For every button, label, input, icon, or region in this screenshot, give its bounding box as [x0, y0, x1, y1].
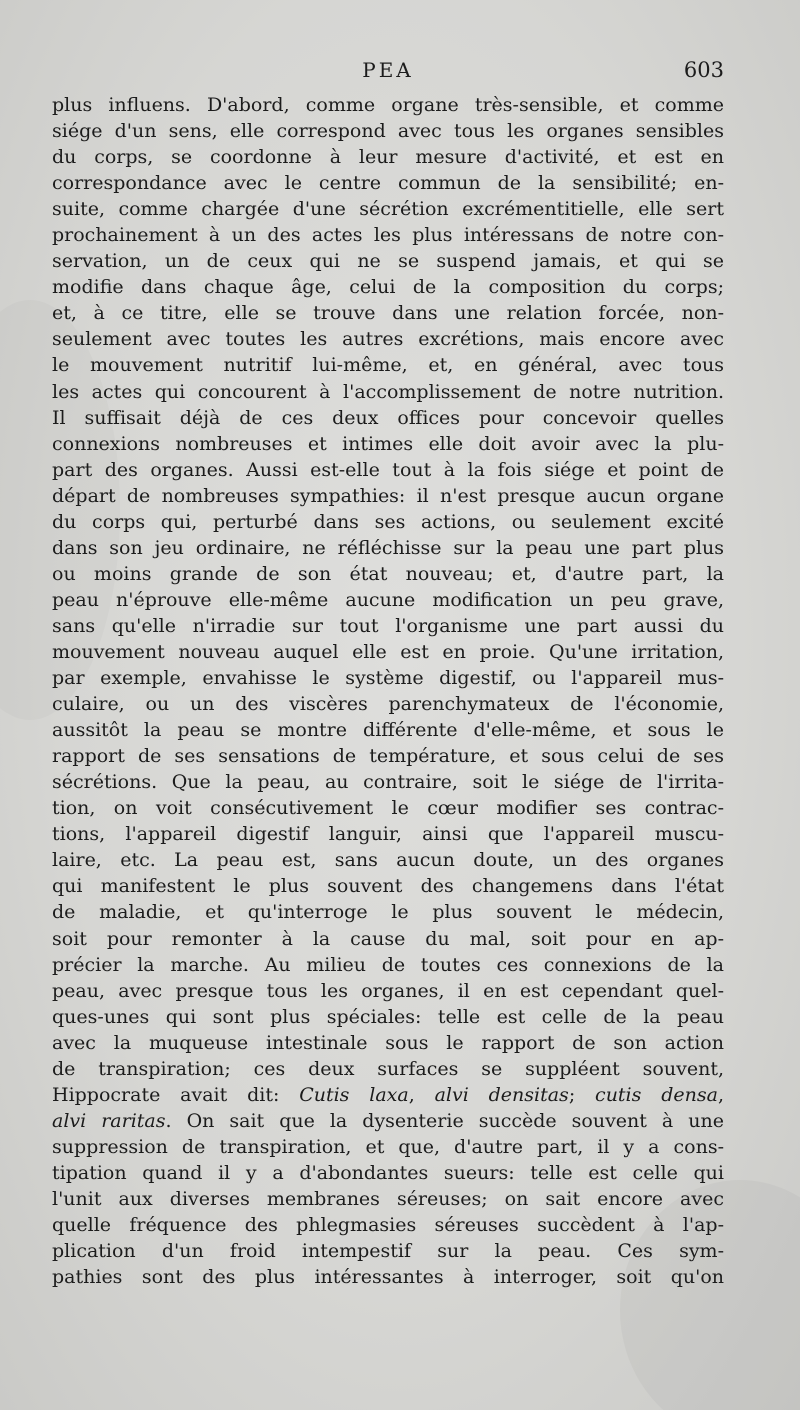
text-line: sécrétions. Que la peau, au contraire, soit le siége de l'irrita- — [52, 771, 724, 794]
text-line: plication d'un froid intempestif sur la peau. Ces sym- — [52, 1240, 724, 1263]
text-line: départ de nombreuses sympathies: il n'est presque aucun organe — [52, 484, 724, 507]
text-line: aussitôt la peau se montre différente d'elle-même, et sous le — [52, 719, 724, 742]
text-line: Il suffisait déjà de ces deux offices pour concevoir quelles — [52, 406, 724, 429]
text-line: peau, avec presque tous les organes, il en est cependant quel- — [52, 979, 724, 1002]
text-line: mouvement nouveau auquel elle est en proie. Qu'une irritation, — [52, 640, 724, 663]
text-line: rapport de ses sensations de température, et sous celui de ses — [52, 745, 724, 768]
text-line: suppression de transpiration, et que, d'autre part, il y a cons- — [52, 1135, 724, 1158]
text-line: peau n'éprouve elle-même aucune modification un peu grave, — [52, 588, 724, 611]
text-line: alvi raritas. On sait que la dysenterie succède souvent à une — [52, 1109, 724, 1132]
text-line: le mouvement nutritif lui-même, et, en général, avec tous — [52, 354, 724, 377]
running-title: PEA — [362, 58, 414, 82]
text-line: par exemple, envahisse le système digestif, ou l'appareil mus- — [52, 667, 724, 690]
text-line: tipation quand il y a d'abondantes sueurs: telle est celle qui — [52, 1161, 724, 1184]
text-line: les actes qui concourent à l'accomplissement de notre nutrition. — [52, 380, 724, 403]
text-line: seulement avec toutes les autres excrétions, mais encore avec — [52, 328, 724, 351]
text-line: du corps, se coordonne à leur mesure d'activité, et est en — [52, 146, 724, 169]
text-line: qui manifestent le plus souvent des changemens dans l'état — [52, 875, 724, 898]
text-line: quelle fréquence des phlegmasies séreuses succèdent à l'ap- — [52, 1214, 724, 1237]
text-line: pathies sont des plus intéressantes à interroger, soit qu'on — [52, 1266, 724, 1289]
text-line: correspondance avec le centre commun de la sensibilité; en- — [52, 172, 724, 195]
text-line: culaire, ou un des viscères parenchymateux de l'économie, — [52, 693, 724, 716]
text-line: part des organes. Aussi est-elle tout à la fois siége et point de — [52, 458, 724, 481]
text-line: ou moins grande de son état nouveau; et, d'autre part, la — [52, 562, 724, 585]
text-line: du corps qui, perturbé dans ses actions, ou seulement excité — [52, 510, 724, 533]
text-line: connexions nombreuses et intimes elle doit avoir avec la plu- — [52, 432, 724, 455]
text-line: prochainement à un des actes les plus intéressans de notre con- — [52, 224, 724, 247]
text-line: siége d'un sens, elle correspond avec tous les organes sensibles — [52, 120, 724, 143]
page-header — [52, 58, 724, 88]
text-line: avec la muqueuse intestinale sous le rapport de son action — [52, 1031, 724, 1054]
text-line: sans qu'elle n'irradie sur tout l'organisme une part aussi du — [52, 614, 724, 637]
text-line: de maladie, et qu'interroge le plus souvent le médecin, — [52, 901, 724, 924]
text-line: précier la marche. Au milieu de toutes ces connexions de la — [52, 953, 724, 976]
text-line: plus influens. D'abord, comme organe très-sensible, et comme — [52, 94, 724, 116]
text-line: tions, l'appareil digestif languir, ainsi que l'appareil muscu- — [52, 823, 724, 846]
body-text — [52, 92, 724, 1290]
text-line: laire, etc. La peau est, sans aucun doute, un des organes — [52, 849, 724, 872]
text-line: dans son jeu ordinaire, ne réfléchisse sur la peau une part plus — [52, 536, 724, 559]
text-line: ques-unes qui sont plus spéciales: telle est celle de la peau — [52, 1005, 724, 1028]
text-line: soit pour remonter à la cause du mal, soit pour en ap- — [52, 927, 724, 950]
text-line: modifie dans chaque âge, celui de la composition du corps; — [52, 276, 724, 299]
text-line: tion, on voit consécutivement le cœur modifier ses contrac- — [52, 797, 724, 820]
text-line: l'unit aux diverses membranes séreuses; on sait encore avec — [52, 1187, 724, 1210]
page-number: 603 — [683, 58, 724, 82]
text-line: suite, comme chargée d'une sécrétion excrémentitielle, elle sert — [52, 198, 724, 221]
text-line: servation, un de ceux qui ne se suspend jamais, et qui se — [52, 250, 724, 273]
text-line: Hippocrate avait dit: Cutis laxa, alvi densitas; cutis densa, — [52, 1083, 724, 1106]
text-line: de transpiration; ces deux surfaces se suppléent souvent, — [52, 1057, 724, 1080]
text-line: et, à ce titre, elle se trouve dans une relation forcée, non- — [52, 302, 724, 325]
